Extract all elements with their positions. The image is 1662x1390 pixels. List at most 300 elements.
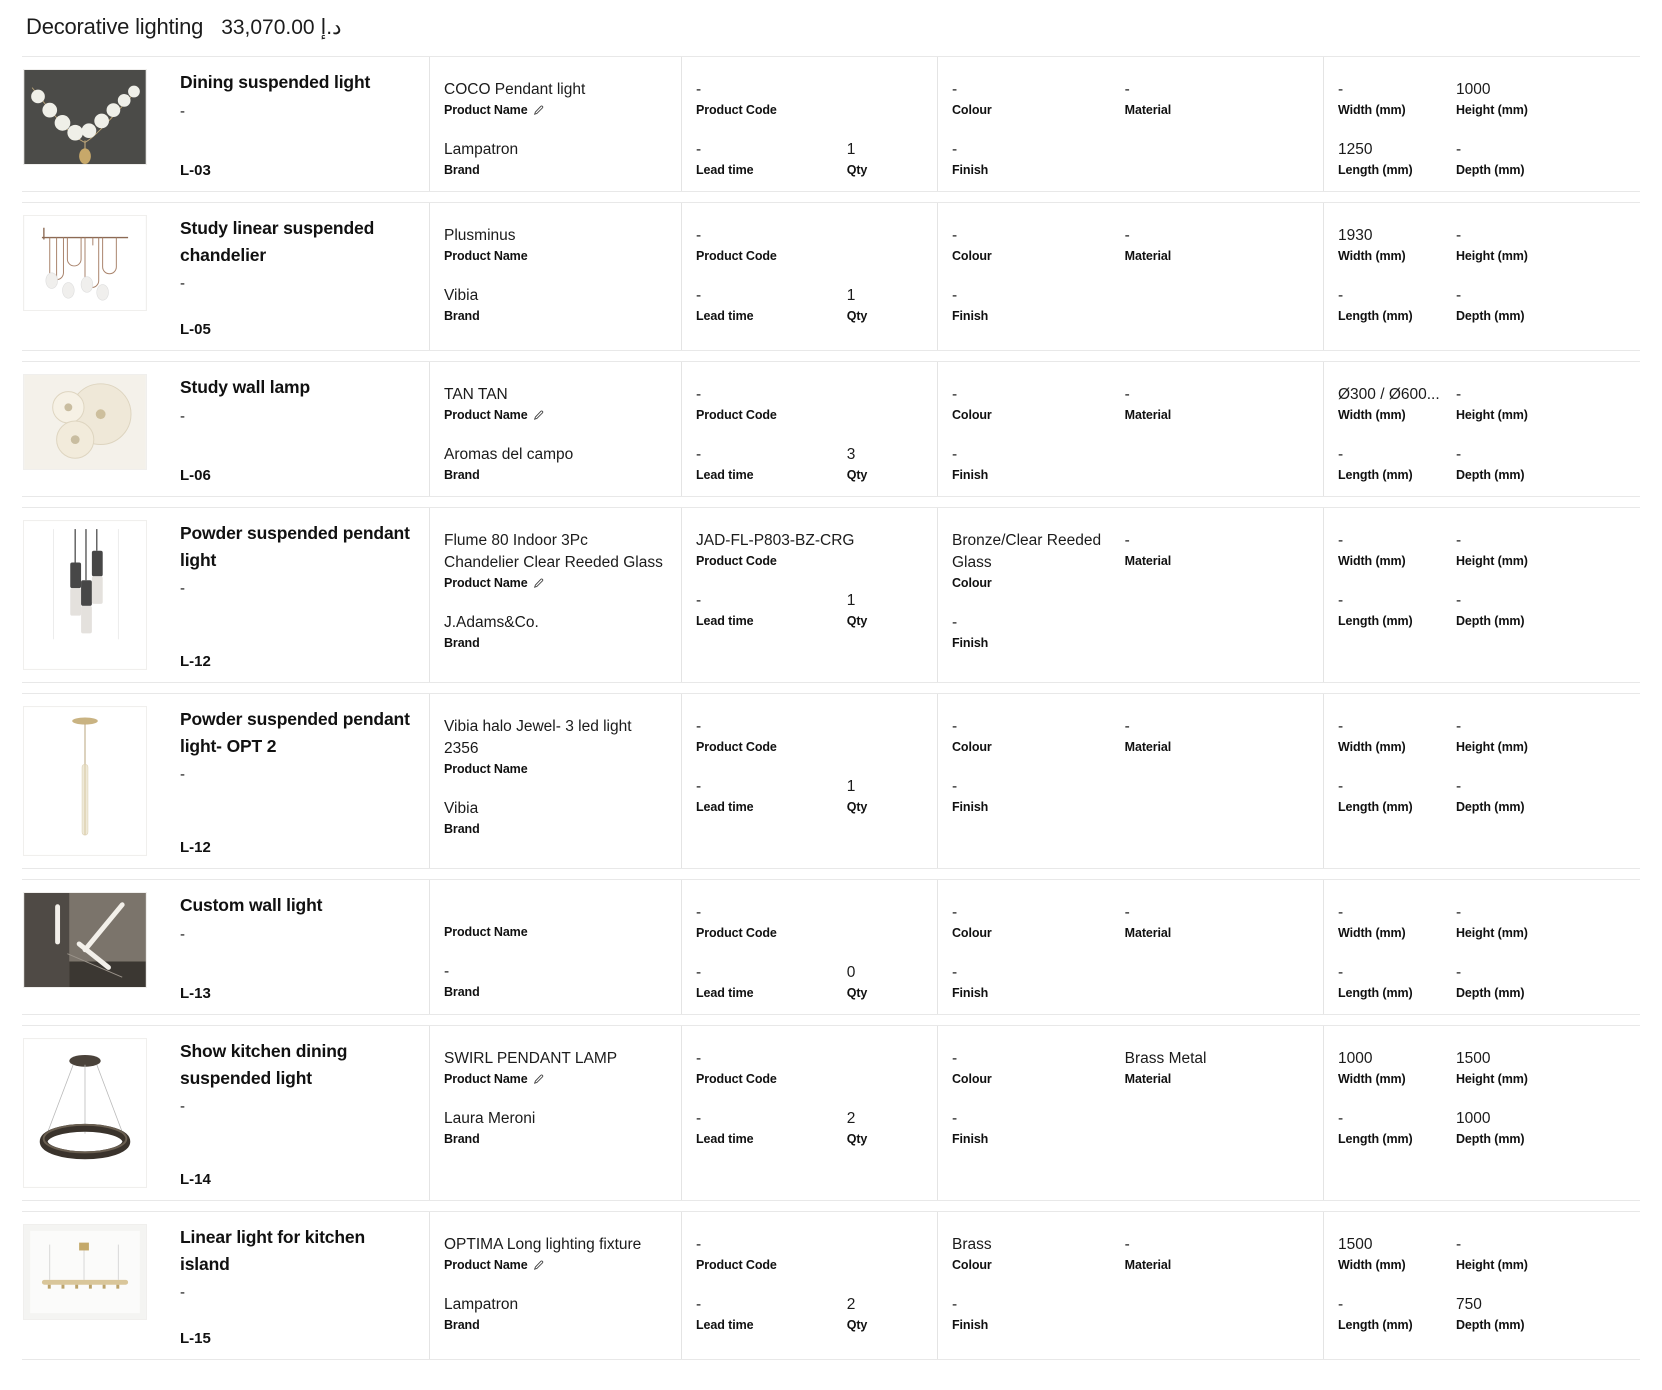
item-code-ref: L-05 bbox=[180, 321, 211, 339]
product-name-label: Product Name bbox=[444, 408, 667, 422]
material-value: - bbox=[1124, 227, 1130, 244]
dimensions-cell bbox=[1324, 1212, 1640, 1359]
table-row[interactable] bbox=[22, 1025, 1640, 1201]
colour-label: Colour bbox=[952, 576, 992, 591]
finish-field[interactable] bbox=[952, 776, 1130, 814]
product-name-field[interactable] bbox=[444, 225, 667, 263]
width-field[interactable] bbox=[1338, 1234, 1456, 1272]
lead-time-field[interactable] bbox=[696, 285, 847, 323]
material-label: Material bbox=[1124, 1072, 1172, 1087]
edit-pencil-icon[interactable] bbox=[533, 578, 544, 589]
finish-field[interactable] bbox=[952, 444, 1130, 482]
item-code-ref: L-15 bbox=[180, 1330, 211, 1348]
lead-time-field[interactable] bbox=[696, 139, 847, 177]
disc-wall-lamp-icon bbox=[24, 375, 146, 469]
qty-field[interactable] bbox=[847, 139, 923, 177]
brand-value: Vibia bbox=[444, 287, 479, 304]
product-code-cell bbox=[682, 57, 938, 191]
edit-pencil-icon[interactable] bbox=[533, 105, 544, 116]
material-label: Material bbox=[1124, 103, 1172, 117]
qty-value: 1 bbox=[846, 778, 856, 796]
height-label: Height (mm) bbox=[1456, 554, 1528, 569]
width-label: Width (mm) bbox=[1338, 926, 1406, 941]
colour-field[interactable] bbox=[952, 79, 1125, 117]
product-name-cell bbox=[430, 1026, 682, 1200]
brand-label: Brand bbox=[444, 822, 480, 837]
width-label: Width (mm) bbox=[1338, 103, 1406, 117]
table-row[interactable] bbox=[22, 693, 1640, 869]
material-field[interactable] bbox=[1125, 716, 1309, 754]
material-field[interactable] bbox=[1125, 79, 1309, 117]
item-title-wrap bbox=[148, 1224, 419, 1347]
material-value: - bbox=[1124, 904, 1130, 922]
item-main-cell bbox=[22, 694, 430, 868]
width-field[interactable] bbox=[1338, 1048, 1456, 1086]
height-field[interactable] bbox=[1456, 384, 1574, 422]
length-label: Length (mm) bbox=[1338, 800, 1413, 815]
length-value: - bbox=[1338, 446, 1344, 464]
colour-value: - bbox=[952, 386, 958, 404]
product-name-field[interactable] bbox=[444, 716, 667, 776]
colour-field[interactable] bbox=[952, 384, 1125, 422]
item-main-cell bbox=[22, 57, 430, 191]
item-thumbnail[interactable] bbox=[23, 69, 147, 165]
qty-field[interactable] bbox=[847, 444, 923, 482]
item-thumbnail[interactable] bbox=[23, 892, 147, 988]
finish-field[interactable] bbox=[952, 139, 1130, 177]
height-value: - bbox=[1456, 532, 1462, 550]
qty-field[interactable] bbox=[847, 776, 923, 814]
height-label: Height (mm) bbox=[1456, 408, 1528, 423]
width-label: Width (mm) bbox=[1338, 554, 1406, 569]
product-name-field[interactable] bbox=[444, 79, 667, 117]
lead-time-label: Lead time bbox=[696, 468, 754, 483]
depth-value: 750 bbox=[1456, 1296, 1482, 1314]
item-main-cell bbox=[22, 1026, 430, 1200]
height-field[interactable] bbox=[1456, 530, 1574, 568]
lead-time-field[interactable] bbox=[696, 962, 847, 1000]
colour-field[interactable] bbox=[952, 225, 1125, 263]
material-field[interactable] bbox=[1125, 530, 1309, 590]
table-row[interactable] bbox=[22, 507, 1640, 683]
dimensions-cell bbox=[1324, 508, 1640, 682]
lead-time-value: - bbox=[696, 592, 702, 610]
item-thumbnail-wrap bbox=[22, 215, 148, 338]
item-subtitle: - bbox=[180, 925, 185, 943]
height-value: - bbox=[1456, 227, 1462, 244]
height-field[interactable] bbox=[1456, 716, 1574, 754]
product-code-cell bbox=[682, 508, 938, 682]
lead-time-value: - bbox=[696, 778, 702, 796]
lead-time-label: Lead time bbox=[696, 163, 754, 177]
colour-field[interactable] bbox=[952, 530, 1125, 590]
brand-value: Lampatron bbox=[444, 141, 519, 158]
dimensions-cell bbox=[1324, 203, 1640, 350]
product-code-label: Product Code bbox=[696, 408, 777, 423]
height-field[interactable] bbox=[1456, 902, 1574, 940]
finish-label: Finish bbox=[952, 163, 989, 177]
item-code-ref: L-13 bbox=[180, 985, 211, 1003]
qty-field[interactable] bbox=[847, 590, 923, 628]
brand-field[interactable] bbox=[444, 1108, 667, 1146]
product-code-field[interactable] bbox=[696, 530, 923, 568]
item-thumbnail[interactable] bbox=[23, 1224, 147, 1320]
product-code-field[interactable] bbox=[696, 1234, 923, 1272]
width-value: 1000 bbox=[1338, 1050, 1373, 1068]
dimensions-cell bbox=[1324, 362, 1640, 496]
product-name-label: Product Name bbox=[444, 249, 528, 263]
item-title: Powder suspended pendant light bbox=[180, 523, 410, 570]
material-label: Material bbox=[1124, 926, 1172, 941]
width-value: - bbox=[1338, 904, 1344, 922]
length-label: Length (mm) bbox=[1338, 163, 1413, 177]
material-value: Brass Metal bbox=[1124, 1050, 1207, 1068]
lead-time-value: - bbox=[696, 1296, 702, 1314]
height-label: Height (mm) bbox=[1456, 926, 1528, 941]
item-title: Study wall lamp bbox=[180, 377, 310, 398]
item-code-ref: L-12 bbox=[180, 839, 211, 857]
product-name-value: COCO Pendant light bbox=[444, 81, 586, 98]
table-row[interactable] bbox=[22, 1211, 1640, 1360]
product-code-field[interactable] bbox=[696, 716, 923, 754]
three-cylinder-pendant-icon bbox=[24, 521, 146, 669]
item-title: Linear light for kitchen island bbox=[180, 1227, 366, 1274]
product-code-label: Product Code bbox=[696, 1258, 777, 1273]
lead-time-field[interactable] bbox=[696, 776, 847, 814]
item-title-wrap bbox=[148, 520, 419, 670]
colour-value: Bronze/Clear Reeded Glass bbox=[952, 532, 1102, 572]
table-row[interactable] bbox=[22, 56, 1640, 192]
lead-time-value: - bbox=[696, 964, 702, 982]
finish-field[interactable] bbox=[952, 612, 1130, 650]
item-thumbnail-wrap bbox=[22, 69, 148, 179]
material-field[interactable] bbox=[1125, 1048, 1309, 1086]
colour-label: Colour bbox=[952, 103, 992, 117]
product-name-cell bbox=[430, 1212, 682, 1359]
product-code-label: Product Code bbox=[696, 1072, 777, 1087]
lead-time-value: - bbox=[696, 446, 702, 464]
colour-label: Colour bbox=[952, 249, 992, 263]
finish-field[interactable] bbox=[952, 285, 1130, 323]
item-thumbnail-wrap bbox=[22, 1038, 148, 1188]
colour-field[interactable] bbox=[952, 716, 1125, 754]
height-field[interactable] bbox=[1456, 1048, 1574, 1086]
depth-label: Depth (mm) bbox=[1456, 1132, 1525, 1147]
colour-value: - bbox=[952, 227, 958, 244]
product-name-field[interactable] bbox=[444, 384, 667, 422]
product-name-label: Product Name bbox=[444, 1072, 667, 1086]
finish-label: Finish bbox=[952, 636, 989, 651]
depth-field[interactable] bbox=[1456, 776, 1574, 814]
material-field[interactable] bbox=[1125, 902, 1309, 940]
dimensions-cell bbox=[1324, 880, 1640, 1014]
table-row[interactable] bbox=[22, 361, 1640, 497]
width-label: Width (mm) bbox=[1338, 740, 1406, 755]
material-value: - bbox=[1124, 81, 1130, 98]
item-thumbnail[interactable] bbox=[23, 374, 147, 470]
width-field[interactable] bbox=[1338, 716, 1456, 754]
dimensions-cell bbox=[1324, 1026, 1640, 1200]
material-label: Material bbox=[1124, 1258, 1172, 1273]
brand-field[interactable] bbox=[444, 285, 667, 323]
finish-label: Finish bbox=[952, 986, 989, 1001]
brand-label: Brand bbox=[444, 1318, 480, 1333]
edit-pencil-icon[interactable] bbox=[533, 1074, 544, 1085]
edit-pencil-icon[interactable] bbox=[533, 1260, 544, 1271]
product-code-label: Product Code bbox=[696, 554, 777, 569]
finish-label: Finish bbox=[952, 309, 989, 323]
product-code-field[interactable] bbox=[696, 384, 923, 422]
colour-label: Colour bbox=[952, 408, 992, 423]
item-thumbnail[interactable] bbox=[23, 1038, 147, 1188]
qty-value: 1 bbox=[846, 592, 856, 610]
length-value: - bbox=[1338, 778, 1344, 796]
colour-label: Colour bbox=[952, 1072, 992, 1087]
product-code-value: - bbox=[696, 1050, 702, 1068]
item-title-wrap bbox=[148, 215, 419, 338]
length-value: - bbox=[1338, 592, 1344, 610]
qty-label: Qty bbox=[846, 986, 868, 1001]
product-name-field[interactable] bbox=[444, 902, 667, 939]
brand-field[interactable] bbox=[444, 139, 667, 177]
finish-label: Finish bbox=[952, 1318, 989, 1333]
length-field[interactable] bbox=[1338, 1294, 1456, 1332]
edit-pencil-icon[interactable] bbox=[533, 410, 544, 421]
product-name-cell bbox=[430, 57, 682, 191]
product-name-value: Plusminus bbox=[444, 227, 516, 244]
brand-field[interactable] bbox=[444, 798, 667, 836]
item-main-cell bbox=[22, 508, 430, 682]
item-subtitle: - bbox=[180, 102, 185, 120]
product-code-field[interactable] bbox=[696, 225, 923, 263]
qty-field[interactable] bbox=[847, 1108, 923, 1146]
width-value: 1500 bbox=[1338, 1236, 1373, 1254]
finish-field[interactable] bbox=[952, 962, 1130, 1000]
qty-label: Qty bbox=[846, 1318, 868, 1333]
slim-rod-pendant-icon bbox=[24, 707, 146, 855]
lead-time-label: Lead time bbox=[696, 1132, 754, 1147]
lead-time-label: Lead time bbox=[696, 1318, 754, 1333]
qty-value: 1 bbox=[846, 141, 856, 158]
finish-field[interactable] bbox=[952, 1108, 1130, 1146]
qty-field[interactable] bbox=[847, 962, 923, 1000]
finish-value: - bbox=[952, 141, 958, 158]
qty-label: Qty bbox=[846, 163, 868, 177]
item-title: Dining suspended light bbox=[180, 72, 371, 92]
product-name-value: OPTIMA Long lighting fixture bbox=[444, 1236, 642, 1254]
linear-island-light-icon bbox=[24, 1225, 146, 1319]
product-name-value: Vibia halo Jewel- 3 led light 2356 bbox=[444, 718, 632, 758]
colour-material-cell bbox=[938, 880, 1324, 1014]
length-field[interactable] bbox=[1338, 1108, 1456, 1146]
dimensions-cell bbox=[1324, 57, 1640, 191]
finish-value: - bbox=[952, 614, 958, 632]
width-label: Width (mm) bbox=[1338, 1072, 1406, 1087]
item-thumbnail[interactable] bbox=[23, 706, 147, 856]
length-label: Length (mm) bbox=[1338, 1318, 1413, 1333]
item-thumbnail[interactable] bbox=[23, 215, 147, 311]
material-label: Material bbox=[1124, 249, 1172, 263]
height-field[interactable] bbox=[1456, 79, 1574, 117]
product-code-value: - bbox=[696, 386, 702, 404]
depth-field[interactable] bbox=[1456, 1294, 1574, 1332]
width-field[interactable] bbox=[1338, 225, 1456, 263]
width-value: - bbox=[1338, 718, 1344, 736]
lead-time-field[interactable] bbox=[696, 444, 847, 482]
product-name-cell bbox=[430, 362, 682, 496]
product-name-field[interactable] bbox=[444, 530, 667, 590]
item-title-wrap bbox=[148, 706, 419, 856]
item-main-cell bbox=[22, 1212, 430, 1359]
depth-field[interactable] bbox=[1456, 444, 1574, 482]
colour-material-cell bbox=[938, 203, 1324, 350]
brand-field[interactable] bbox=[444, 1294, 667, 1332]
width-value: - bbox=[1338, 532, 1344, 550]
product-code-label: Product Code bbox=[696, 740, 777, 755]
colour-field[interactable] bbox=[952, 1048, 1125, 1086]
depth-field[interactable] bbox=[1456, 962, 1574, 1000]
finish-value: - bbox=[952, 964, 958, 982]
width-field[interactable] bbox=[1338, 902, 1456, 940]
length-label: Length (mm) bbox=[1338, 986, 1413, 1001]
length-field[interactable] bbox=[1338, 590, 1456, 628]
table-row[interactable] bbox=[22, 202, 1640, 351]
material-field[interactable] bbox=[1125, 384, 1309, 422]
item-title-wrap bbox=[148, 892, 419, 1002]
item-code-ref: L-12 bbox=[180, 653, 211, 671]
lead-time-value: - bbox=[696, 1110, 702, 1128]
colour-value: - bbox=[952, 81, 958, 98]
brand-value: Laura Meroni bbox=[444, 1110, 536, 1128]
product-name-label: Product Name bbox=[444, 762, 528, 777]
depth-field[interactable] bbox=[1456, 1108, 1574, 1146]
finish-label: Finish bbox=[952, 468, 989, 483]
item-title: Study linear suspended chandelier bbox=[180, 218, 375, 265]
lead-time-field[interactable] bbox=[696, 1294, 847, 1332]
qty-value: 0 bbox=[846, 964, 856, 982]
material-field[interactable] bbox=[1125, 225, 1309, 263]
height-label: Height (mm) bbox=[1456, 1072, 1528, 1087]
tube-wall-light-photo-icon bbox=[24, 893, 146, 987]
material-value: - bbox=[1124, 386, 1130, 404]
product-code-cell bbox=[682, 880, 938, 1014]
lead-time-label: Lead time bbox=[696, 800, 754, 815]
height-label: Height (mm) bbox=[1456, 1258, 1528, 1273]
product-code-field[interactable] bbox=[696, 902, 923, 940]
product-code-value: - bbox=[696, 227, 702, 244]
product-code-field[interactable] bbox=[696, 1048, 923, 1086]
colour-field[interactable] bbox=[952, 1234, 1125, 1272]
length-label: Length (mm) bbox=[1338, 614, 1413, 629]
height-field[interactable] bbox=[1456, 225, 1574, 263]
product-code-cell bbox=[682, 362, 938, 496]
height-value: - bbox=[1456, 904, 1462, 922]
brand-field[interactable] bbox=[444, 444, 667, 482]
length-label: Length (mm) bbox=[1338, 309, 1413, 323]
length-field[interactable] bbox=[1338, 776, 1456, 814]
product-name-label: Product Name bbox=[444, 925, 528, 940]
depth-label: Depth (mm) bbox=[1456, 986, 1525, 1001]
depth-field[interactable] bbox=[1456, 139, 1574, 177]
table-row[interactable] bbox=[22, 879, 1640, 1015]
depth-field[interactable] bbox=[1456, 590, 1574, 628]
item-code-ref: L-06 bbox=[180, 467, 211, 485]
material-label: Material bbox=[1124, 554, 1172, 569]
brand-field[interactable] bbox=[444, 612, 667, 650]
finish-value: - bbox=[952, 446, 958, 464]
item-thumbnail-wrap bbox=[22, 892, 148, 1002]
qty-field[interactable] bbox=[847, 1294, 923, 1332]
depth-value: 1000 bbox=[1456, 1110, 1491, 1128]
length-field[interactable] bbox=[1338, 444, 1456, 482]
lead-time-field[interactable] bbox=[696, 1108, 847, 1146]
qty-label: Qty bbox=[846, 1132, 868, 1147]
product-name-value: SWIRL PENDANT LAMP bbox=[444, 1050, 618, 1068]
depth-field[interactable] bbox=[1456, 285, 1574, 323]
product-code-label: Product Code bbox=[696, 103, 777, 117]
material-value: - bbox=[1124, 718, 1130, 736]
qty-field[interactable] bbox=[847, 285, 923, 323]
length-field[interactable] bbox=[1338, 285, 1456, 323]
length-field[interactable] bbox=[1338, 962, 1456, 1000]
pearl-garland-pendant-icon bbox=[24, 70, 146, 164]
qty-value: 2 bbox=[846, 1110, 856, 1128]
length-field[interactable] bbox=[1338, 139, 1456, 177]
colour-value: - bbox=[952, 904, 958, 922]
colour-value: Brass bbox=[952, 1236, 992, 1254]
brand-value: Aromas del campo bbox=[444, 446, 574, 464]
product-code-field[interactable] bbox=[696, 79, 923, 117]
lead-time-field[interactable] bbox=[696, 590, 847, 628]
product-name-field[interactable] bbox=[444, 1234, 667, 1272]
material-field[interactable] bbox=[1125, 1234, 1309, 1272]
width-field[interactable] bbox=[1338, 384, 1456, 422]
finish-value: - bbox=[952, 778, 958, 796]
depth-value: - bbox=[1456, 778, 1462, 796]
length-value: - bbox=[1338, 964, 1344, 982]
length-value: 1250 bbox=[1338, 141, 1373, 158]
product-code-cell bbox=[682, 203, 938, 350]
height-field[interactable] bbox=[1456, 1234, 1574, 1272]
qty-label: Qty bbox=[846, 614, 868, 629]
width-field[interactable] bbox=[1338, 79, 1456, 117]
colour-field[interactable] bbox=[952, 902, 1125, 940]
material-value: - bbox=[1124, 532, 1130, 550]
width-label: Width (mm) bbox=[1338, 408, 1406, 423]
brand-field[interactable] bbox=[444, 961, 667, 999]
product-code-value: - bbox=[696, 1236, 702, 1254]
item-main-cell bbox=[22, 203, 430, 350]
item-title: Powder suspended pendant light- OPT 2 bbox=[180, 709, 410, 756]
item-title-wrap bbox=[148, 374, 419, 484]
product-name-field[interactable] bbox=[444, 1048, 667, 1086]
height-label: Height (mm) bbox=[1456, 249, 1528, 263]
colour-value: - bbox=[952, 1050, 958, 1068]
finish-field[interactable] bbox=[952, 1294, 1130, 1332]
width-label: Width (mm) bbox=[1338, 249, 1406, 263]
finish-value: - bbox=[952, 287, 958, 304]
finish-label: Finish bbox=[952, 800, 989, 815]
qty-label: Qty bbox=[846, 800, 868, 815]
depth-value: - bbox=[1456, 287, 1462, 304]
ring-pendant-icon bbox=[24, 1039, 146, 1187]
qty-label: Qty bbox=[846, 468, 868, 483]
width-field[interactable] bbox=[1338, 530, 1456, 568]
lead-time-label: Lead time bbox=[696, 309, 754, 323]
length-label: Length (mm) bbox=[1338, 1132, 1413, 1147]
product-code-label: Product Code bbox=[696, 249, 777, 263]
item-thumbnail[interactable] bbox=[23, 520, 147, 670]
